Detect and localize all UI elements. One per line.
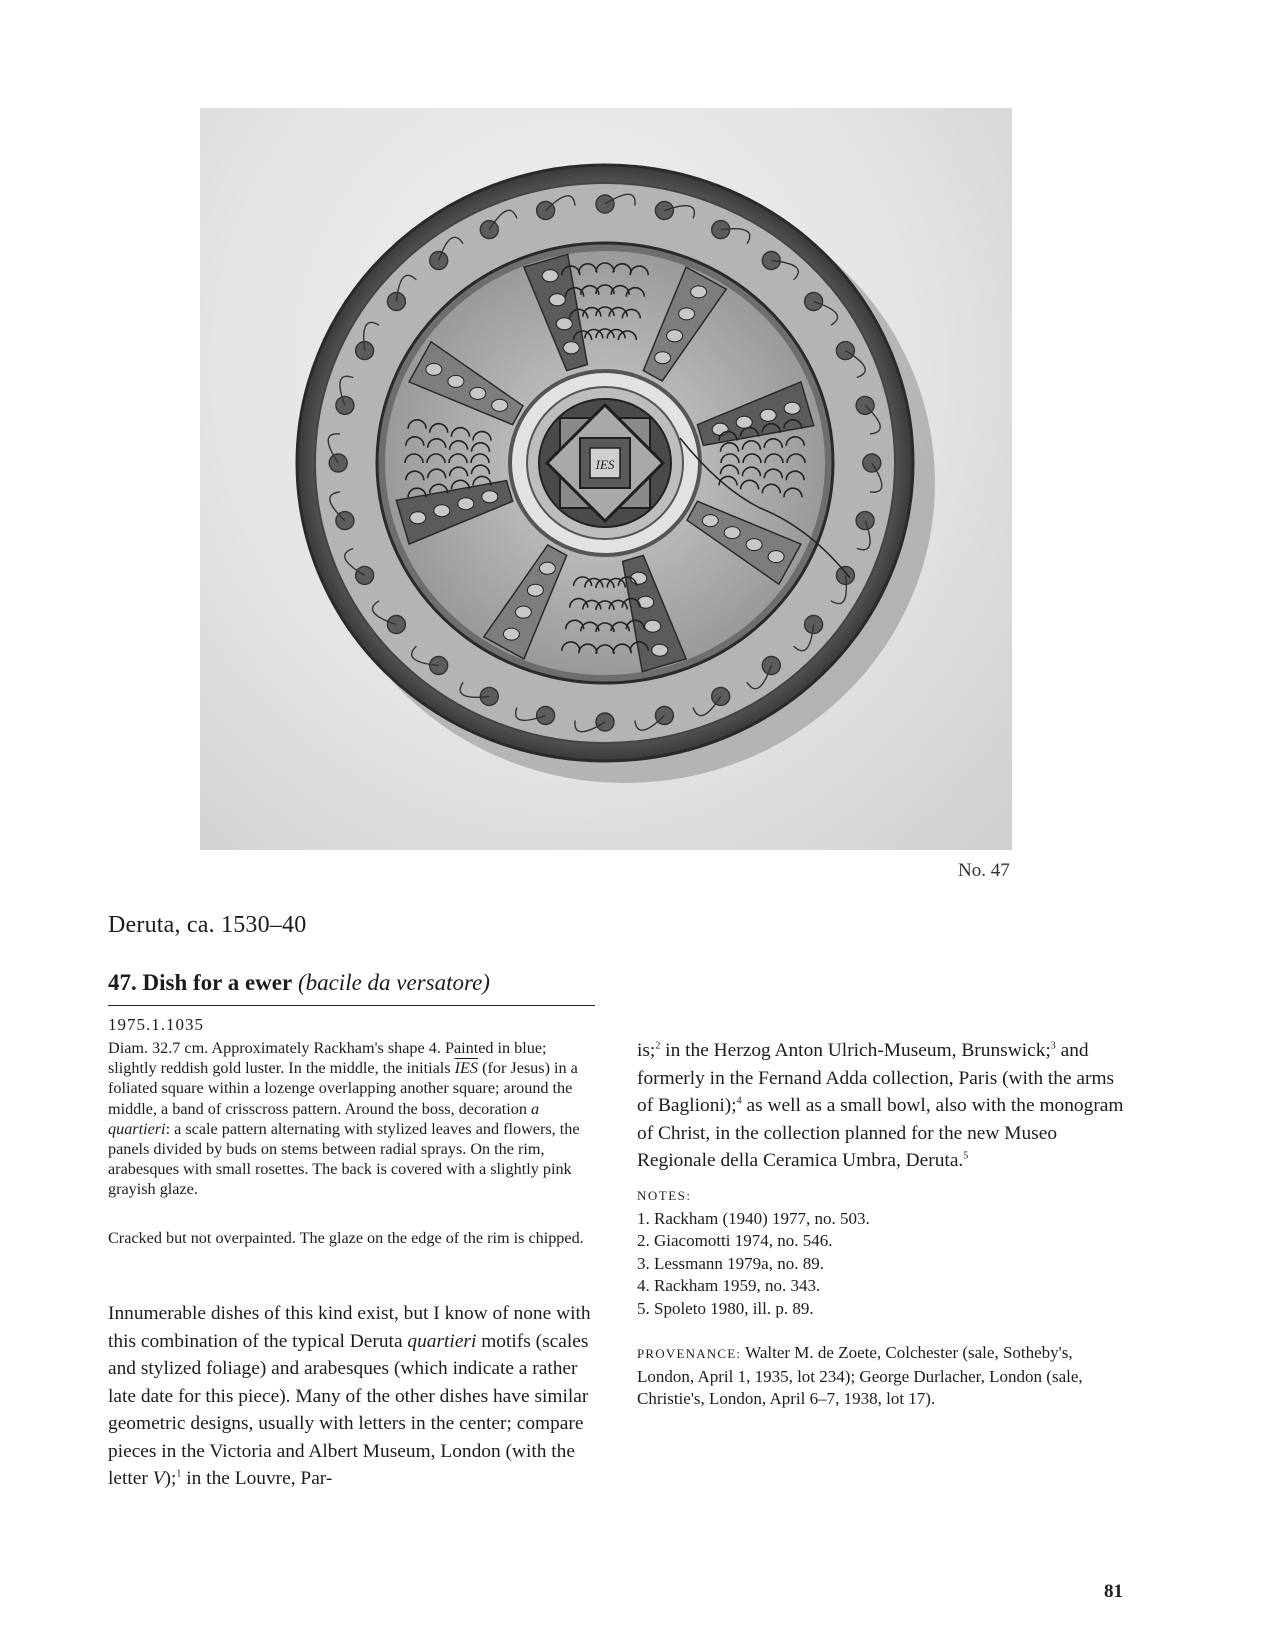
provenance: [637, 1342, 1129, 1411]
entry-title: Dish for a ewer: [142, 970, 293, 995]
body-text: in the Louvre, Par-: [181, 1468, 333, 1489]
footnote-ref: 1: [176, 1468, 182, 1480]
body-italic: quartieri: [407, 1330, 477, 1352]
dish-illustration: [200, 108, 1012, 850]
body-text: is;: [637, 1040, 656, 1061]
page-number: 81: [1104, 1581, 1123, 1602]
accession-number: 1975.1.1035: [108, 1015, 204, 1034]
provenance-label: PROVENANCE:: [637, 1346, 742, 1361]
footnote-ref: 5: [963, 1150, 969, 1162]
footnote-ref: 2: [655, 1040, 661, 1052]
body-text-right: [637, 1037, 1129, 1175]
catalogue-description: [108, 1038, 598, 1200]
body-text: in the Herzog Anton Ulrich-Museum, Brunswick;: [660, 1040, 1051, 1061]
notes-heading: NOTES:: [637, 1188, 692, 1203]
place-date: Deruta, ca. 1530–40: [108, 912, 307, 938]
monogram-ies: IES: [595, 457, 615, 472]
footnote-ref: 3: [1050, 1040, 1056, 1052]
notes-list: [637, 1208, 870, 1320]
body-text: as well as a small bowl, also with the monogram of Christ, in the collection planned for the new Museo Regionale della Ceramica Umbra, Deruta.: [637, 1095, 1124, 1171]
note-item: 5. Spoleto 1980, ill. p. 89.: [637, 1298, 814, 1318]
note-item: 2. Giacomotti 1974, no. 546.: [637, 1231, 833, 1251]
note-item: 3. Lessmann 1979a, no. 89.: [637, 1253, 824, 1273]
entry-alt-title: (bacile da versatore): [297, 970, 490, 995]
footnote-ref: 4: [736, 1095, 742, 1107]
note-item: 4. Rackham 1959, no. 343.: [637, 1276, 821, 1296]
description-text: (for Jesus) in a foliated square within a lozenge overlapping another square; around the middle, a band of crisscross pattern. Around the boss, decoration: [108, 1059, 578, 1118]
condition-note: Cracked but not overpainted. The glaze on the edge of the rim is chipped.: [108, 1229, 584, 1247]
body-text: motifs (scales and stylized foliage) and arabesques (which indicate a rather late date for this piece). Many of the other dishes have similar geometric designs, usually with letters in the center; compare pieces in the Victoria and Albert Museum, London (with the letter: [108, 1330, 589, 1489]
description-monogram: $\overline{IES}$: [454, 1059, 479, 1078]
entry-number: 47.: [108, 970, 137, 995]
body-text-left: [108, 1300, 600, 1493]
description-text: Diam. 32.7 cm. Approximately Rackham's shape 4. Painted in blue; slightly reddish gold luster. In the middle, the initials: [108, 1039, 547, 1078]
body-italic: V: [152, 1468, 165, 1489]
heading-rule: [108, 1005, 595, 1006]
description-italic: a quartieri: [108, 1099, 540, 1138]
description-text: : a scale pattern alternating with stylized leaves and flowers, the panels divided by buds on stems between radial sprays. On the rim, arabesques with small rosettes. The back is covered with a slightly pink grayish glaze.: [108, 1119, 580, 1199]
note-item: 1. Rackham (1940) 1977, no. 503.: [637, 1209, 870, 1228]
body-text: and formerly in the Fernand Adda collection, Paris (with the arms of Baglioni);: [637, 1040, 1115, 1116]
dish-photograph: [200, 108, 1012, 850]
provenance-text: Walter M. de Zoete, Colchester (sale, Sotheby's, London, April 1, 1935, lot 234); George Durlacher, London (sale, Christie's, London, April 6–7, 1938, lot 17).: [637, 1343, 1083, 1409]
body-text: );: [164, 1468, 177, 1489]
entry-heading: [108, 970, 490, 996]
figure-number: No. 47: [958, 860, 1010, 881]
body-text: Innumerable dishes of this kind exist, but I know of none with this combination of the typical Deruta: [108, 1303, 591, 1352]
